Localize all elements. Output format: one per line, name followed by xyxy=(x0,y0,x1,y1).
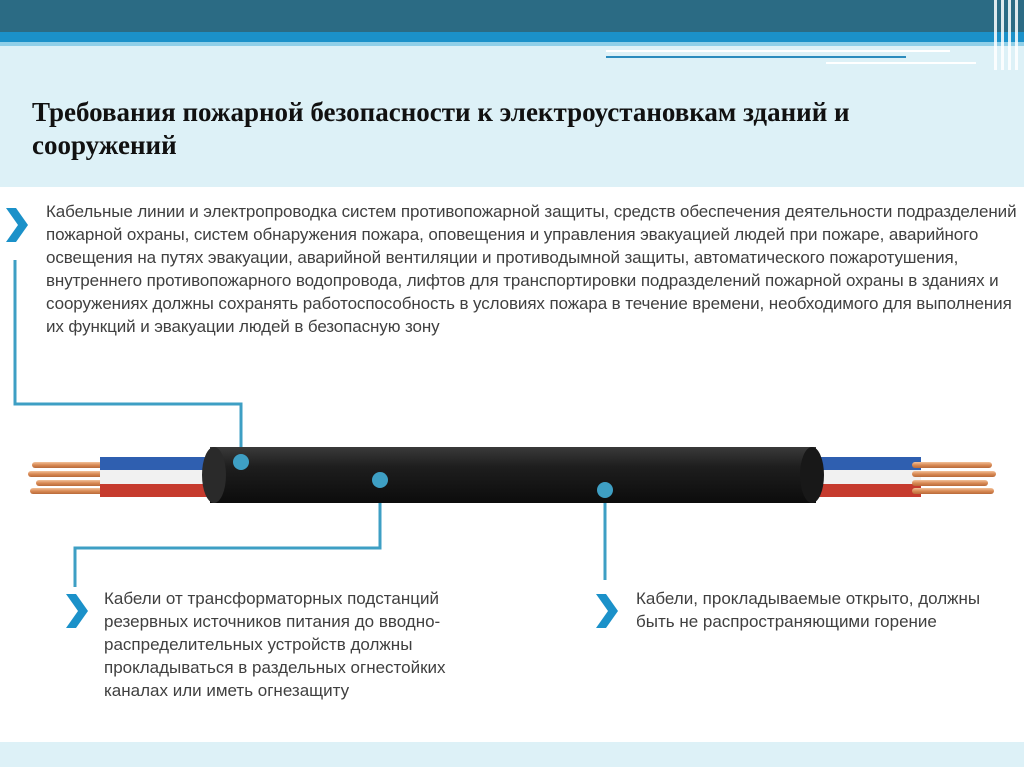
footer-strip xyxy=(0,742,1024,767)
chevron-right-icon xyxy=(4,206,30,244)
chevron-right-icon xyxy=(594,592,620,630)
header-stripe xyxy=(0,32,1024,42)
main-requirement-text: Кабельные линии и электропроводка систем противопожарной защиты, средств обеспечения деятельности подразделений пожарной охраны, систем обнаружения пожара, оповещения и управления эвакуацией людей при пожаре, аварийного освещения на путях эвакуации, аварийной вентиляции и противодымной защиты, автоматического пожаротушения, внутреннего противопожарного водопровода, лифтов для транспортировки подразделений пожарной охраны в зданиях и сооружениях должны сохранять работоспособность в условиях пожара в течение времени, необходимого для выполнения их функций и эвакуации людей в безопасную зону xyxy=(46,202,1017,336)
corner-decoration xyxy=(992,0,1024,70)
chevron-right-icon xyxy=(64,592,90,630)
slide-title: Требования пожарной безопасности к электроустановкам зданий и сооружений xyxy=(32,97,850,160)
header-bar xyxy=(0,0,1024,32)
header-accent-lines xyxy=(606,46,1024,72)
transformer-cables-text: Кабели от трансформаторных подстанций резервных источников питания до вводно-распределительных устройств должны прокладываться в раздельных огнестойких каналах или иметь огнезащиту xyxy=(104,589,446,700)
open-cables-text: Кабели, прокладываемые открыто, должны быть не распространяющими горение xyxy=(636,589,981,631)
